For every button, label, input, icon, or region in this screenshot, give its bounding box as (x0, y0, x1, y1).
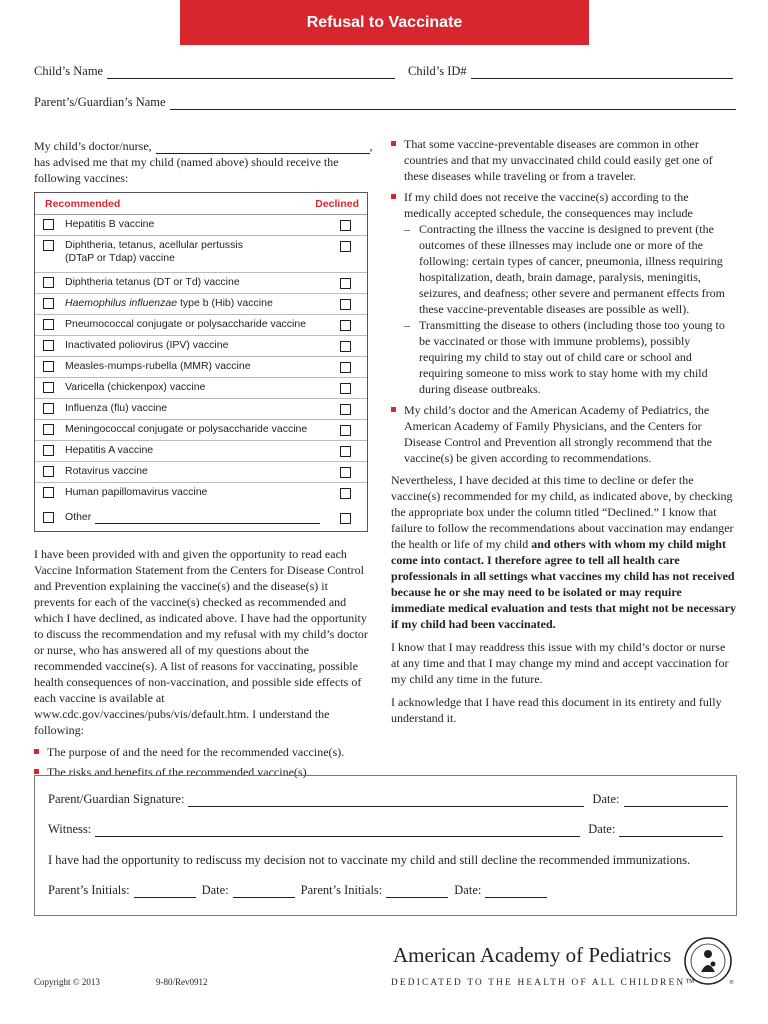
right-bullet-3 (391, 402, 736, 466)
vaccine-row (35, 315, 367, 336)
bullet-text: The purpose of and the need for the recommended vaccine(s). (47, 745, 345, 759)
child-name-field[interactable] (107, 66, 395, 79)
declined-checkbox[interactable] (340, 404, 351, 415)
declined-checkbox[interactable] (340, 278, 351, 289)
recommended-checkbox[interactable] (43, 445, 54, 456)
vaccine-name (65, 276, 359, 289)
bullet-text: My child’s doctor and the American Academy of Pediatrics, the American Academy of Family Physicians, and the Centers for Disease Control and Prevention all strongly recommend that the vaccine(s) be given according to recommendations. (404, 403, 712, 465)
vaccine-name-text: Diphtheria, tetanus, acellular pertussis (65, 239, 244, 251)
other-label-wrap (65, 511, 359, 524)
recommended-checkbox[interactable] (43, 277, 54, 288)
vaccine-name (65, 465, 359, 478)
vaccine-name-text: Hepatitis A vaccine (65, 444, 154, 456)
child-name-row (34, 64, 395, 79)
copyright: Copyright © 2013 (34, 977, 100, 987)
decline-text: Nevertheless, I have decided at this time to decline or defer the vaccine(s) recommended for my child, as indicated above, by checking the appropriate box under the column titled “Declined.” I know that failure to follow the recommendations about vaccination may endanger the health or life of my child (391, 473, 734, 551)
vaccine-name (65, 339, 359, 352)
recommended-checkbox[interactable] (43, 466, 54, 477)
signature-box (34, 775, 737, 916)
vaccine-name-text: Varicella (chickenpox) vaccine (65, 381, 206, 393)
vaccine-row (35, 294, 367, 315)
vaccine-name-text: Diphtheria tetanus (DT or Td) vaccine (65, 276, 240, 288)
guardian-name-label: Parent’s/Guardian’s Name (34, 95, 166, 109)
vaccine-row (35, 378, 367, 399)
vaccine-name (65, 318, 359, 331)
initials-date-field-2[interactable] (485, 885, 547, 898)
bullet-square (391, 194, 396, 199)
vaccine-row (35, 357, 367, 378)
vaccine-row-other (35, 503, 367, 531)
bullet-square (391, 141, 396, 146)
recommended-checkbox[interactable] (43, 219, 54, 230)
recommended-checkbox[interactable] (43, 319, 54, 330)
form-title: Refusal to Vaccinate (306, 13, 463, 31)
vaccine-name (65, 360, 359, 373)
witness-field[interactable] (95, 824, 580, 837)
guardian-name-field[interactable] (170, 97, 736, 110)
vaccine-row (35, 420, 367, 441)
declined-checkbox[interactable] (340, 488, 351, 499)
vaccine-name-text: Inactivated poliovirus (IPV) vaccine (65, 339, 229, 351)
other-label: Other (65, 510, 92, 523)
form-code: 9-80/Rev0912 (156, 977, 208, 987)
consequences-list (404, 221, 736, 397)
aap-seal-logo (683, 936, 733, 986)
understand-bullet-1 (34, 744, 369, 760)
initials-row (48, 883, 547, 898)
vaccine-row (35, 462, 367, 483)
declined-checkbox[interactable] (340, 362, 351, 373)
vaccine-name-text: type b (Hib) vaccine (177, 297, 273, 309)
date-label: Date: (588, 822, 616, 836)
intro-doctor-label: My child’s doctor/nurse, (34, 139, 152, 153)
vaccine-name (65, 297, 359, 310)
recommended-checkbox[interactable] (43, 487, 54, 498)
initials-label: Parent’s Initials: (300, 883, 383, 897)
vaccine-table (34, 192, 368, 532)
intro-text (34, 138, 379, 186)
doctor-nurse-field[interactable] (156, 141, 370, 154)
declined-checkbox[interactable] (340, 383, 351, 394)
vaccine-row (35, 215, 367, 236)
guardian-signature-row (48, 792, 728, 807)
vaccine-name (65, 486, 359, 499)
declined-checkbox[interactable] (340, 220, 351, 231)
readdress-paragraph: I know that I may readdress this issue with my child’s doctor or nurse at any time and that I may change my mind and accept vaccination for my child any time in the future. (391, 640, 729, 686)
witness-date-field[interactable] (619, 824, 723, 837)
right-bullet-1 (391, 136, 736, 184)
vaccine-rows (35, 215, 367, 503)
vaccine-name (65, 239, 359, 265)
initials-label: Parent’s Initials: (48, 883, 130, 897)
vaccine-name-text: Hepatitis B vaccine (65, 218, 155, 230)
recommended-checkbox-other[interactable] (43, 512, 54, 523)
aap-name: American Academy of Pediatrics (393, 943, 672, 967)
left-body (34, 546, 369, 780)
vaccine-name-text: Influenza (flu) vaccine (65, 402, 168, 414)
vaccine-name (65, 423, 359, 436)
vaccine-table-header (35, 193, 367, 215)
recommended-checkbox[interactable] (43, 403, 54, 414)
recommended-checkbox[interactable] (43, 240, 54, 251)
guardian-name-row (34, 95, 736, 110)
other-field[interactable] (95, 512, 320, 524)
bullet-square (34, 749, 39, 754)
bullet-text: That some vaccine-preventable diseases are common in other countries and that my unvaccinated child could easily get one of these diseases while traveling or from a traveler. (404, 137, 713, 183)
initials-field-1[interactable] (134, 885, 196, 898)
consequence-1: – Contracting the illness the vaccine is designed to prevent (the outcomes of these illnesses may include one or more of the following: certain types of cancer, pneumonia, illness requiring hospitalization, death, brain damage, paralysis, meningitis, seizures, and deafness; other severe and permanent effects from these vaccine-preventable diseases are possible as well). (404, 221, 736, 317)
decline-text-bold: and others with whom my child might come into contact. I therefore agree to tell all health care professionals in all settings what vaccines my child has not received because he or she may need to be isolated or may require immediate medical evaluation and tests that might not be necessary if my child had been vaccinated. (391, 537, 736, 631)
dash-text: Transmitting the disease to others (including those too young to be vaccinated or those with immune problems), possibly requiring my child to stay out of child care or school and requiring someone to miss work to stay home with my child during disease outbreaks. (419, 318, 725, 396)
guardian-date-field[interactable] (624, 794, 728, 807)
initials-field-2[interactable] (386, 885, 448, 898)
date-label: Date: (454, 883, 482, 897)
declined-checkbox[interactable] (340, 425, 351, 436)
vaccine-name (65, 218, 359, 231)
vaccine-row (35, 336, 367, 357)
vaccine-name-text: Measles-mumps-rubella (MMR) vaccine (65, 360, 251, 372)
initials-date-field-1[interactable] (233, 885, 295, 898)
vaccine-row (35, 236, 367, 273)
vaccine-row (35, 273, 367, 294)
aap-tagline: DEDICATED TO THE HEALTH OF ALL CHILDREN™ (391, 978, 697, 988)
declined-checkbox[interactable] (340, 446, 351, 457)
vaccine-name-text: Meningococcal conjugate or polysaccharide vaccine (65, 423, 308, 435)
child-name-label: Child’s Name (34, 64, 104, 78)
witness-row (48, 822, 723, 837)
declined-checkbox[interactable] (340, 341, 351, 352)
recommended-checkbox[interactable] (43, 340, 54, 351)
acknowledge-paragraph: I acknowledge that I have read this document in its entirety and fully understand it. (391, 695, 722, 725)
vaccine-name (65, 381, 359, 394)
bullet-square (391, 407, 396, 412)
declined-header: Declined (315, 198, 359, 210)
recommended-checkbox[interactable] (43, 361, 54, 372)
vis-paragraph: I have been provided with and given the opportunity to read each Vaccine Information Statement from the Centers for Disease Control and Prevention explaining the vaccine(s) and the disease(s) it prevents for each of the vaccine(s) checked as recommended and which I have declined, as indicated above. I have had the opportunity to discuss the recommendation and my refusal with my child’s doctor or nurse, who has answered all of my questions about the recommended vaccine(s). A list of reasons for vaccinating, possible health consequences of non-vaccination, and possible side effects of each vaccine is available at www.cdc.gov/vaccines/pubs/vis/default.htm. I understand the following: (34, 547, 368, 737)
child-id-label: Child’s ID# (408, 64, 467, 78)
vaccine-name-text: Pneumococcal conjugate or polysaccharide vaccine (65, 318, 307, 330)
child-id-field[interactable] (471, 66, 733, 79)
bullet-text: If my child does not receive the vaccine(s) according to the medically accepted schedule, the consequences may include (404, 190, 693, 220)
right-column (391, 136, 736, 733)
vaccine-name-text: Human papillomavirus vaccine (65, 486, 208, 498)
form-title-banner (180, 0, 589, 45)
recommended-checkbox[interactable] (43, 382, 54, 393)
recommended-checkbox[interactable] (43, 424, 54, 435)
date-label: Date: (201, 883, 229, 897)
vaccine-name-text: Rotavirus vaccine (65, 465, 148, 477)
guardian-signature-label: Parent/Guardian Signature: (48, 792, 185, 806)
witness-label: Witness: (48, 822, 92, 836)
recommended-header: Recommended (45, 198, 121, 210)
vaccine-name-sub: (DTaP or Tdap) vaccine (65, 252, 175, 264)
child-id-row (408, 64, 733, 79)
declined-checkbox[interactable] (340, 241, 351, 252)
vaccine-name (65, 444, 359, 457)
declined-checkbox[interactable] (340, 299, 351, 310)
decline-paragraph (391, 472, 736, 632)
svg-text:®: ® (729, 980, 734, 986)
declined-checkbox[interactable] (340, 320, 351, 331)
right-bullet-2 (391, 189, 736, 221)
vaccine-row (35, 399, 367, 420)
bullet-text: The risks and benefits of the recommended vaccine(s). (47, 765, 310, 779)
intro-advised: has advised me that my child (named above) should receive the following vaccines: (34, 155, 339, 185)
bullet-square (34, 769, 39, 774)
consequence-2: – Transmitting the disease to others (including those too young to be vaccinated or those with immune problems), possibly requiring my child to stay out of child care or school and requiring someone to miss work to stay home with my child during disease outbreaks. (404, 317, 736, 397)
vaccine-name (65, 402, 359, 415)
vaccine-row (35, 483, 367, 503)
vaccine-name-italic: Haemophilus influenzae (65, 297, 178, 309)
dash-text: Contracting the illness the vaccine is designed to prevent (the outcomes of these illnesses may include one or more of the following: certain types of cancer, pneumonia, illness requiring hospitalization, death, brain damage, paralysis, meningitis, seizures, and deafness; other severe and permanent effects from these vaccine-preventable diseases are possible as well). (419, 222, 725, 316)
intro-comma: , (369, 139, 373, 153)
declined-checkbox[interactable] (340, 467, 351, 478)
vaccine-row (35, 441, 367, 462)
date-label: Date: (592, 792, 620, 806)
rediscuss-text: I have had the opportunity to rediscuss my decision not to vaccinate my child and still decline the recommended immunizations. (48, 853, 691, 867)
declined-checkbox-other[interactable] (340, 513, 351, 524)
guardian-signature-field[interactable] (188, 794, 584, 807)
recommended-checkbox[interactable] (43, 298, 54, 309)
